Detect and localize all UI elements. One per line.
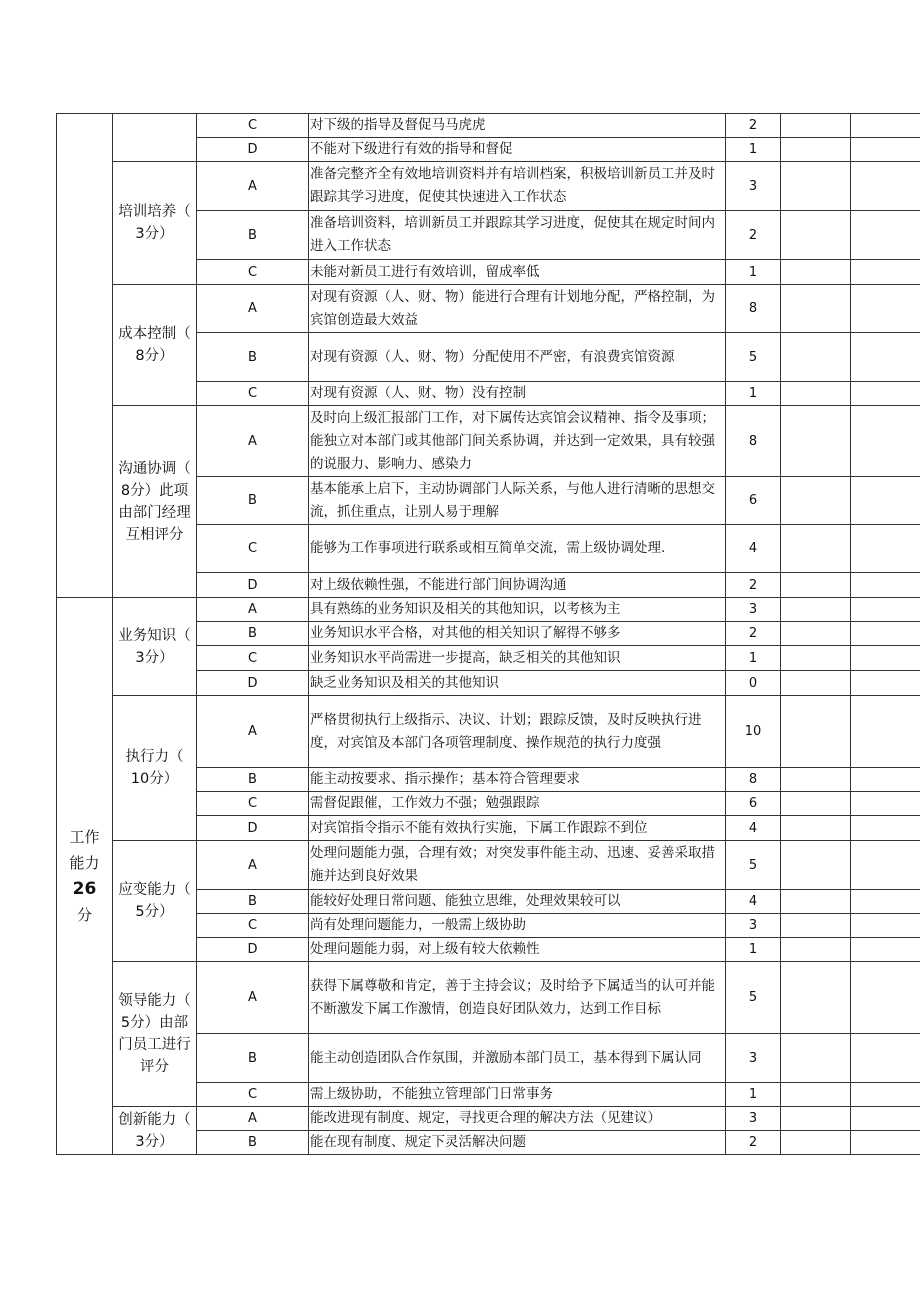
description-cell: 尚有处理问题能力，一般需上级协助 [309,914,726,938]
self-score-cell[interactable] [781,1131,851,1155]
level-cell: C [197,114,309,138]
self-score-cell[interactable] [781,114,851,138]
level-cell: A [197,1107,309,1131]
criterion-line: 3分） [135,649,174,666]
level-cell: A [197,162,309,211]
criterion-line: 5分） [135,904,174,920]
score-cell: 1 [726,138,781,162]
review-score-cell[interactable] [851,1107,920,1131]
level-cell: B [197,890,309,914]
description-cell: 业务知识水平合格，对其他的相关知识了解得不够多 [309,622,726,646]
self-score-cell[interactable] [781,816,851,841]
review-score-cell[interactable] [851,406,920,477]
group-line: 工作 [69,828,100,846]
criterion-line: 创新能力（ [118,1111,191,1128]
level-cell: A [197,285,309,333]
description-cell: 对现有资源（人、财、物）能进行合理有计划地分配，严格控制，为宾馆创造最大效益 [309,285,726,333]
description-cell: 能较好处理日常问题、能独立思维，处理效果较可以 [309,890,726,914]
self-score-cell[interactable] [781,138,851,162]
criterion-cell-execution [113,696,197,841]
review-score-cell[interactable] [851,696,920,768]
criterion-line: 沟通协调（ [118,460,191,477]
self-score-cell[interactable] [781,646,851,671]
table-row [57,696,920,768]
self-score-cell[interactable] [781,1083,851,1107]
score-cell: 2 [726,622,781,646]
score-cell: 8 [726,406,781,477]
review-score-cell[interactable] [851,260,920,285]
review-score-cell[interactable] [851,671,920,696]
score-cell: 1 [726,646,781,671]
description-cell: 严格贯彻执行上级指示、决议、计划；跟踪反馈，及时反映执行进度，对宾馆及本部门各项管理制度、操作规范的执行力度强 [309,696,726,768]
review-score-cell[interactable] [851,162,920,211]
criterion-line: 培训培养（ [118,204,191,220]
criterion-line: 成本控制（ [118,326,191,342]
score-cell: 2 [726,573,781,598]
self-score-cell[interactable] [781,382,851,406]
review-score-cell[interactable] [851,525,920,573]
self-score-cell[interactable] [781,525,851,573]
score-cell: 6 [726,477,781,525]
self-score-cell[interactable] [781,938,851,962]
criterion-line: 评分 [140,1059,169,1075]
review-score-cell[interactable] [851,1131,920,1155]
score-cell: 5 [726,333,781,382]
description-cell: 对上级依赖性强，不能进行部门间协调沟通 [309,573,726,598]
description-cell: 需督促跟催，工作效力不强；勉强跟踪 [309,792,726,816]
level-cell: A [197,406,309,477]
self-score-cell[interactable] [781,841,851,890]
score-cell: 1 [726,1083,781,1107]
review-score-cell[interactable] [851,768,920,792]
review-score-cell[interactable] [851,890,920,914]
self-score-cell[interactable] [781,671,851,696]
level-cell: D [197,938,309,962]
description-cell: 具有熟练的业务知识及相关的其他知识，以考核为主 [309,598,726,622]
group-score: 26 [72,879,97,899]
score-cell: 4 [726,816,781,841]
level-cell: D [197,816,309,841]
self-score-cell[interactable] [781,696,851,768]
review-score-cell[interactable] [851,914,920,938]
self-score-cell[interactable] [781,260,851,285]
criterion-line: 3分） [135,1133,174,1150]
review-score-cell[interactable] [851,598,920,622]
review-score-cell[interactable] [851,792,920,816]
table-row [57,114,920,138]
description-cell: 能主动创造团队合作氛围，并激励本部门员工，基本得到下属认同 [309,1034,726,1083]
description-cell: 基本能承上启下，主动协调部门人际关系，与他人进行清晰的思想交流，抓住重点，让别人易于理解 [309,477,726,525]
score-cell: 2 [726,211,781,260]
description-cell: 准备培训资料，培训新员工并跟踪其学习进度，促使其在规定时间内进入工作状态 [309,211,726,260]
score-cell: 3 [726,914,781,938]
self-score-cell[interactable] [781,890,851,914]
self-score-cell[interactable] [781,1034,851,1083]
table-row [57,162,920,211]
description-cell: 不能对下级进行有效的指导和督促 [309,138,726,162]
review-score-cell[interactable] [851,841,920,890]
level-cell: D [197,671,309,696]
table-row [57,962,920,1034]
table-row [57,285,920,333]
level-cell: A [197,696,309,768]
level-cell: D [197,573,309,598]
level-cell: B [197,477,309,525]
self-score-cell[interactable] [781,622,851,646]
criterion-cell-cost [113,285,197,406]
level-cell: C [197,914,309,938]
score-cell: 4 [726,525,781,573]
review-score-cell[interactable] [851,114,920,138]
table-row [57,1107,920,1131]
criterion-cell-innovation [113,1107,197,1155]
description-cell: 对现有资源（人、财、物）分配使用不严密，有浪费宾馆资源 [309,333,726,382]
criterion-cell-knowledge [113,598,197,696]
table-row [57,841,920,890]
group-line: 分 [76,906,92,924]
description-cell: 对现有资源（人、财、物）没有控制 [309,382,726,406]
score-cell: 1 [726,938,781,962]
level-cell: B [197,333,309,382]
self-score-cell[interactable] [781,162,851,211]
score-cell: 5 [726,962,781,1034]
criterion-line: 8分）此项 [120,482,189,499]
level-cell: B [197,622,309,646]
description-cell: 准备完整齐全有效地培训资料并有培训档案，积极培训新员工并及时跟踪其学习进度，促使其快速进入工作状态 [309,162,726,211]
self-score-cell[interactable] [781,914,851,938]
review-score-cell[interactable] [851,211,920,260]
level-cell: B [197,768,309,792]
review-score-cell[interactable] [851,477,920,525]
group-cell-prev [57,114,113,598]
review-score-cell[interactable] [851,1034,920,1083]
score-cell: 3 [726,1107,781,1131]
description-cell: 对宾馆指令指示不能有效执行实施，下属工作跟踪不到位 [309,816,726,841]
description-cell: 处理问题能力强，合理有效；对突发事件能主动、迅速、妥善采取措施并达到良好效果 [309,841,726,890]
description-cell: 能够为工作事项进行联系或相互简单交流，需上级协调处理. [309,525,726,573]
criterion-line: 由部门经理 [118,504,191,521]
score-cell: 1 [726,382,781,406]
criterion-cell-leadership [113,962,197,1107]
self-score-cell[interactable] [781,406,851,477]
self-score-cell[interactable] [781,333,851,382]
self-score-cell[interactable] [781,477,851,525]
self-score-cell[interactable] [781,792,851,816]
self-score-cell[interactable] [781,1107,851,1131]
score-cell: 8 [726,285,781,333]
review-score-cell[interactable] [851,382,920,406]
group-cell-work-ability [57,598,113,1155]
criterion-cell-guidance [113,114,197,162]
self-score-cell[interactable] [781,598,851,622]
description-cell: 及时向上级汇报部门工作，对下属传达宾馆会议精神、指令及事项；能独立对本部门或其他部门间关系协调，并达到一定效果，具有较强的说服力、影响力、感染力 [309,406,726,477]
score-cell: 3 [726,598,781,622]
evaluation-table [56,113,920,1155]
description-cell: 未能对新员工进行有效培训，留成率低 [309,260,726,285]
description-cell: 能改进现有制度、规定，寻找更合理的解决方法（见建议） [309,1107,726,1131]
review-score-cell[interactable] [851,333,920,382]
level-cell: A [197,962,309,1034]
score-cell: 2 [726,114,781,138]
criterion-line: 领导能力（ [118,993,191,1009]
description-cell: 需上级协助，不能独立管理部门日常事务 [309,1083,726,1107]
level-cell: B [197,211,309,260]
level-cell: A [197,598,309,622]
score-cell: 3 [726,1034,781,1083]
review-score-cell[interactable] [851,573,920,598]
self-score-cell[interactable] [781,211,851,260]
review-score-cell[interactable] [851,622,920,646]
level-cell: B [197,1131,309,1155]
level-cell: C [197,260,309,285]
criterion-line: 5分）由部 [120,1015,189,1031]
criterion-cell-communication [113,406,197,598]
level-cell: C [197,792,309,816]
description-cell: 缺乏业务知识及相关的其他知识 [309,671,726,696]
table-row [57,598,920,622]
level-cell: C [197,1083,309,1107]
self-score-cell[interactable] [781,768,851,792]
criterion-cell-training [113,162,197,285]
criterion-line: 10分） [130,771,179,787]
table-row [57,406,920,477]
level-cell: D [197,138,309,162]
description-cell: 能主动按要求、指示操作；基本符合管理要求 [309,768,726,792]
description-cell: 获得下属尊敬和肯定，善于主持会议；及时给予下属适当的认可并能不断激发下属工作激情，创造良好团队效力，达到工作目标 [309,962,726,1034]
level-cell: C [197,525,309,573]
criterion-line: 3分） [135,226,174,242]
criterion-line: 业务知识（ [118,627,191,644]
score-cell: 5 [726,841,781,890]
score-cell: 1 [726,260,781,285]
score-cell: 0 [726,671,781,696]
description-cell: 业务知识水平尚需进一步提高，缺乏相关的其他知识 [309,646,726,671]
self-score-cell[interactable] [781,573,851,598]
criterion-line: 应变能力（ [118,882,191,898]
score-cell: 10 [726,696,781,768]
description-cell: 对下级的指导及督促马马虎虎 [309,114,726,138]
score-cell: 6 [726,792,781,816]
score-cell: 2 [726,1131,781,1155]
review-score-cell[interactable] [851,816,920,841]
review-score-cell[interactable] [851,962,920,1034]
description-cell: 能在现有制度、规定下灵活解决问题 [309,1131,726,1155]
score-cell: 8 [726,768,781,792]
level-cell: C [197,646,309,671]
review-score-cell[interactable] [851,1083,920,1107]
score-cell: 3 [726,162,781,211]
self-score-cell[interactable] [781,962,851,1034]
review-score-cell[interactable] [851,646,920,671]
criterion-line: 8分） [135,348,174,364]
criterion-line: 门员工进行 [118,1037,191,1053]
criterion-line: 互相评分 [125,526,184,543]
group-line: 能力 [69,854,100,872]
criterion-line: 执行力（ [125,749,184,765]
score-cell: 4 [726,890,781,914]
review-score-cell[interactable] [851,138,920,162]
self-score-cell[interactable] [781,285,851,333]
level-cell: A [197,841,309,890]
review-score-cell[interactable] [851,285,920,333]
level-cell: C [197,382,309,406]
level-cell: B [197,1034,309,1083]
review-score-cell[interactable] [851,938,920,962]
criterion-cell-adaptability [113,841,197,962]
description-cell: 处理问题能力弱，对上级有较大依赖性 [309,938,726,962]
